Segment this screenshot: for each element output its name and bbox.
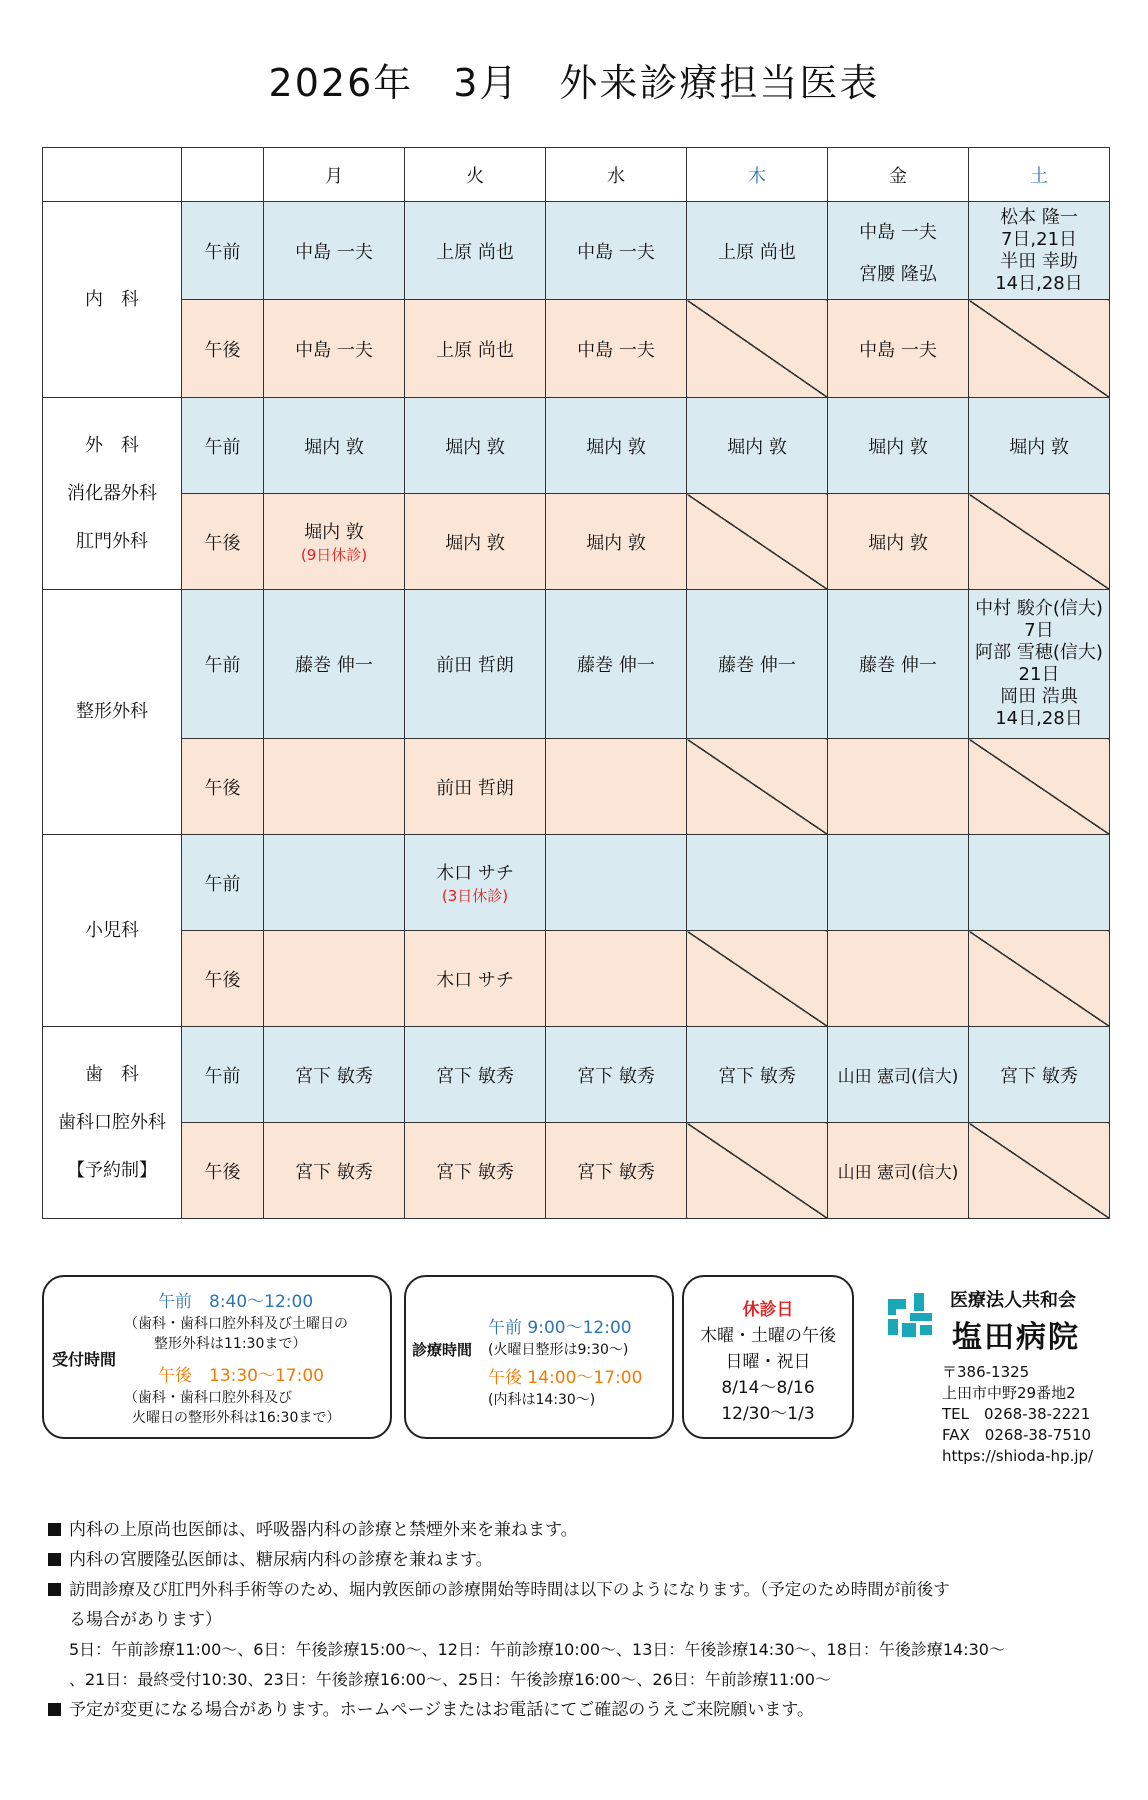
doctor-cell: 宮下 敏秀 [969,1027,1110,1123]
doctor-cell: 宮下 敏秀 [264,1027,405,1123]
hospital-address-block [942,1362,1093,1467]
empty-cell [264,931,405,1027]
note-item: 内科の上原尚也医師は、呼吸器内科の診療と禁煙外来を兼ねます。 [48,1515,1108,1545]
doctor-days: 14日,28日 [995,708,1083,729]
doctor-cell: 山田 憲司(信大) [828,1027,969,1123]
doctor-cell: 前田 哲朗 [405,739,546,835]
day-mon: 月 [264,148,405,202]
doctor-cell: 中島 一夫 [546,300,687,398]
slot-am: 午前 [182,1027,264,1123]
empty-cell [828,739,969,835]
doctor-name: 阿部 雪穂(信大) [975,642,1103,663]
doctor-name: 中村 駿介(信大) [975,598,1103,619]
doctor-cell: 中島 一夫 [828,300,969,398]
hospital-address: 上田市中野29番地2 [942,1384,1076,1402]
slot-am: 午前 [182,835,264,931]
closed-note: (9日休診) [300,546,368,564]
closed-cell [969,931,1110,1027]
slot-am: 午前 [182,590,264,739]
note-item: 、21日：最終受付10:30、23日：午後診療16:00～、25日：午後診療16:00～、26日：午前診療11:00～ [69,1670,831,1689]
closed-cell [969,739,1110,835]
doctor-cell: 宮下 敏秀 [546,1123,687,1219]
doctor-name: 松本 隆一 [1000,206,1078,228]
reception-hours-box [42,1275,392,1439]
doctor-name: 宮腰 隆弘 [859,263,937,285]
reception-label: 受付時間 [52,1350,117,1369]
closed-line: 8/14～8/16 [721,1378,815,1398]
hospital-logo-icon [884,1289,936,1341]
doctor-cell: 宮下 敏秀 [546,1027,687,1123]
dept-shoni: 小児科 [43,835,182,1027]
day-thu: 木 [687,148,828,202]
doctor-name: 堀内 敦 [304,522,364,543]
reception-am-note: （歯科・歯科口腔外科及び土曜日の [124,1316,348,1332]
bullet-square-icon [48,1703,61,1716]
hospital-fax: FAX 0268-38-7510 [942,1426,1092,1444]
empty-cell [546,931,687,1027]
closed-cell [969,494,1110,590]
closed-line: 日曜・祝日 [725,1352,811,1372]
doctor-cell [405,835,546,931]
doctor-cell: 藤巻 伸一 [828,590,969,739]
doctor-name: 半田 幸助 [1000,250,1078,272]
doctor-days: 7日 [1024,620,1054,641]
consult-am: 午前 9:00～12:00 [488,1318,632,1338]
doctor-cell: 上原 尚也 [405,300,546,398]
empty-cell [546,739,687,835]
empty-cell [546,835,687,931]
schedule-table [42,147,1110,1219]
consult-label: 診療時間 [412,1341,473,1359]
hospital-corp: 医療法人共和会 [950,1290,1076,1311]
doctor-days: 7日,21日 [1000,228,1078,250]
slot-am: 午前 [182,398,264,494]
empty-cell [828,931,969,1027]
closed-line: 木曜・土曜の午後 [700,1326,836,1346]
slot-am: 午前 [182,202,264,300]
doctor-cell: 藤巻 伸一 [687,590,828,739]
consult-am-note: (火曜日整形は9:30～) [488,1342,629,1358]
closed-title: 休診日 [742,1300,794,1320]
hospital-name: 塩田病院 [952,1320,1080,1355]
note-item: 予定が変更になる場合があります。ホームページまたはお電話にてご確認のうえご来院願います。 [48,1695,1108,1725]
doctor-cell: 堀内 敦 [546,398,687,494]
doctor-cell: 堀内 敦 [687,398,828,494]
reception-pm-note: （歯科・歯科口腔外科及び [124,1390,292,1406]
dept-naika: 内 科 [43,202,182,398]
consultation-hours-box [404,1275,674,1439]
doctor-cell: 木口 サチ [405,931,546,1027]
doctor-days: 14日,28日 [995,272,1083,294]
note-item: る場合があります） [69,1610,222,1630]
doctor-cell: 山田 憲司(信大) [828,1123,969,1219]
doctor-cell: 宮下 敏秀 [687,1027,828,1123]
dept-geka: 外 科 消化器外科 肛門外科 [43,398,182,590]
doctor-name: 木口 サチ [436,863,514,884]
doctor-cell: 中島 一夫 [264,202,405,300]
doctor-name: 岡田 浩典 [1000,686,1078,707]
doctor-cell: 堀内 敦 [828,398,969,494]
doctor-cell: 宮下 敏秀 [405,1027,546,1123]
closed-cell [687,739,828,835]
page-title: 2026年 3月 外来診療担当医表 [268,61,880,105]
doctor-cell: 藤巻 伸一 [264,590,405,739]
dept-seikei: 整形外科 [43,590,182,835]
bullet-square-icon [48,1523,61,1536]
empty-cell [264,739,405,835]
doctor-cell: 中島 一夫 [264,300,405,398]
note-item: 内科の宮腰隆弘医師は、糖尿病内科の診療を兼ねます。 [48,1545,1108,1575]
hospital-url: https://shioda-hp.jp/ [942,1447,1094,1465]
closed-cell [687,1123,828,1219]
bullet-square-icon [48,1553,61,1566]
header-row [43,148,1110,202]
closed-note: (3日休診) [441,887,509,905]
closed-cell [687,494,828,590]
doctor-cell: 堀内 敦 [969,398,1110,494]
notes-section [48,1515,1108,1725]
empty-cell [264,835,405,931]
reception-pm-note: 火曜日の整形外科は16:30まで） [132,1410,341,1426]
reception-pm: 午後 13:30～17:00 [158,1366,324,1386]
slot-pm: 午後 [182,931,264,1027]
slot-pm: 午後 [182,300,264,398]
closed-cell [687,931,828,1027]
doctor-cell: 堀内 敦 [546,494,687,590]
day-fri: 金 [828,148,969,202]
closed-days-box [682,1275,854,1439]
closed-cell [969,300,1110,398]
consult-pm-note: (内科は14:30～) [488,1392,596,1408]
hospital-tel: TEL 0268-38-2221 [942,1405,1091,1423]
closed-cell [969,1123,1110,1219]
closed-line: 12/30～1/3 [721,1404,815,1424]
doctor-cell: 堀内 敦 [405,494,546,590]
doctor-cell: 藤巻 伸一 [546,590,687,739]
slot-pm: 午後 [182,1123,264,1219]
note-item: 5日：午前診療11:00～、6日：午後診療15:00～、12日：午前診療10:00～、13日：午後診療14:30～、18日：午後診療14:30～ [69,1640,1005,1659]
doctor-cell: 前田 哲朗 [405,590,546,739]
doctor-cell [969,590,1110,739]
note-item: 訪問診療及び肛門外科手術等のため、堀内敦医師の診療開始等時間は以下のようになります。（予定のため時間が前後す [48,1575,1108,1605]
doctor-cell [969,202,1110,300]
doctor-cell: 上原 尚也 [687,202,828,300]
doctor-days: 21日 [1018,664,1060,685]
doctor-name: 中島 一夫 [859,221,937,243]
doctor-cell: 堀内 敦 [264,398,405,494]
day-wed: 水 [546,148,687,202]
empty-cell [687,835,828,931]
doctor-cell: 堀内 敦 [405,398,546,494]
slot-pm: 午後 [182,739,264,835]
day-sat: 土 [969,148,1110,202]
bullet-square-icon [48,1583,61,1596]
doctor-cell: 宮下 敏秀 [405,1123,546,1219]
doctor-cell: 堀内 敦 [828,494,969,590]
reception-am: 午前 8:40～12:00 [158,1292,314,1312]
empty-cell [828,835,969,931]
consult-pm: 午後 14:00～17:00 [488,1368,643,1388]
doctor-cell [828,202,969,300]
closed-cell [687,300,828,398]
doctor-cell [264,494,405,590]
empty-cell [969,835,1110,931]
day-tue: 火 [405,148,546,202]
hospital-zip: 〒386-1325 [942,1363,1030,1381]
doctor-cell: 中島 一夫 [546,202,687,300]
slot-pm: 午後 [182,494,264,590]
doctor-cell: 上原 尚也 [405,202,546,300]
reception-am-note: 整形外科は11:30まで） [154,1336,307,1352]
dept-shika: 歯 科 歯科口腔外科 【予約制】 [43,1027,182,1219]
doctor-cell: 宮下 敏秀 [264,1123,405,1219]
